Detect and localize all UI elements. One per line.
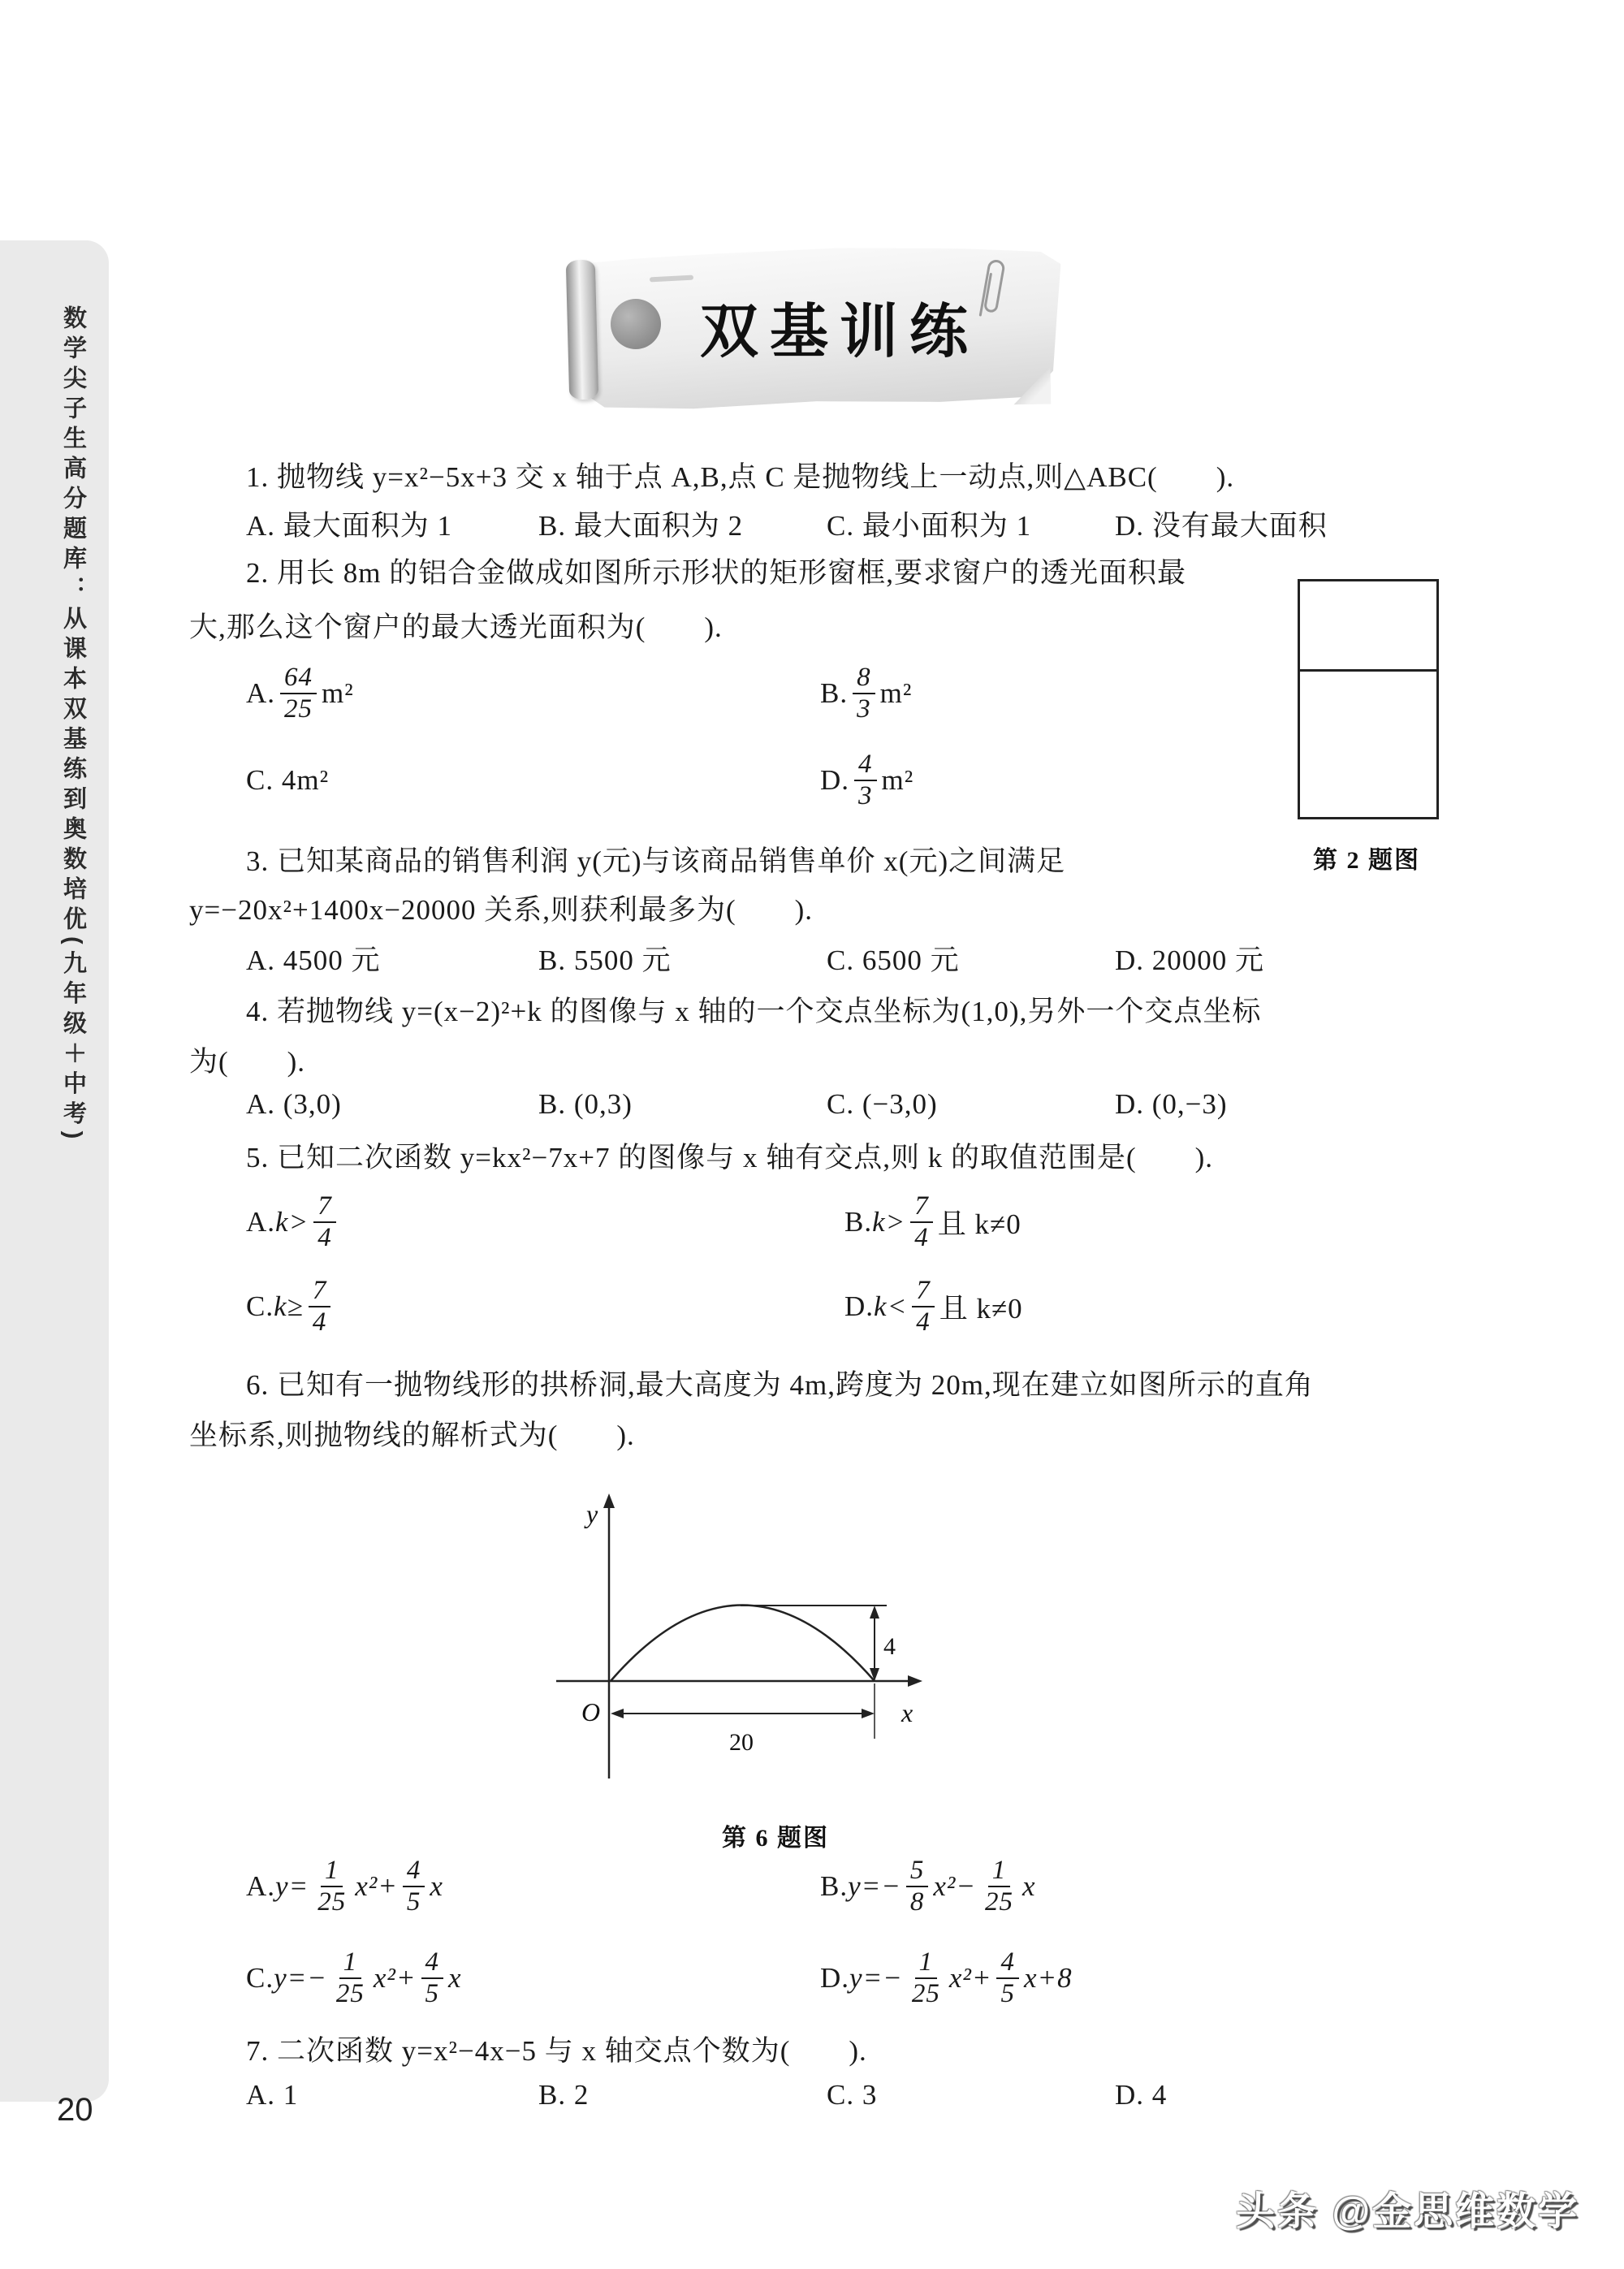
problem-5-options-row1 bbox=[0, 1184, 1624, 1260]
problem-4-option-b: B. (0,3) bbox=[538, 1088, 633, 1120]
problem-4-option-c: C. (−3,0) bbox=[827, 1088, 938, 1120]
fraction: $\frac{64}{25}$ bbox=[280, 663, 317, 724]
fraction: $\frac{7}{4}$ bbox=[309, 1276, 331, 1338]
problem-6-option-d: D. y=− $\frac{1}{25}$ x²+ $\frac{4}{5}$ x+8 bbox=[820, 1947, 1073, 2008]
problem-3-option-b: B. 5500 元 bbox=[538, 944, 672, 976]
problem-1-option-b: B. 最大面积为 2 bbox=[538, 510, 744, 542]
option-label: A. bbox=[246, 1206, 276, 1238]
fraction: $\frac{4}{5}$ bbox=[403, 1856, 425, 1917]
fraction: $\frac{7}{4}$ bbox=[313, 1191, 336, 1253]
height-value-label: 4 bbox=[883, 1633, 896, 1660]
problem-7-option-a: A. 1 bbox=[246, 2079, 299, 2111]
problem-5-option-b: B. k> $\frac{7}{4}$ 且 k≠0 bbox=[844, 1191, 1021, 1252]
span-value-label: 20 bbox=[729, 1729, 754, 1756]
problem-7-option-d: D. 4 bbox=[1115, 2079, 1168, 2111]
problem-5-option-c: C. k≥ $\frac{7}{4}$ bbox=[246, 1268, 335, 1345]
problem-6-option-b: B. y=− $\frac{5}{8}$ x²− $\frac{1}{25}$ x bbox=[820, 1856, 1036, 1917]
fraction: $\frac{1}{25}$ bbox=[335, 1947, 365, 2008]
problem-5-option-a: A. k> $\frac{7}{4}$ bbox=[246, 1184, 341, 1260]
problem-3-text-line1: 3. 已知某商品的销售利润 y(元)与该商品销售单价 x(元)之间满足 bbox=[246, 845, 1066, 877]
problem-2-text-line1: 2. 用长 8m 的铝合金做成如图所示形状的矩形窗框,要求窗户的透光面积最 bbox=[246, 557, 1186, 589]
y-axis-arrow bbox=[603, 1493, 615, 1508]
window-frame-figure bbox=[1298, 579, 1439, 819]
option-label: B. bbox=[820, 1870, 849, 1902]
watermark: 头条 @金思维数学 bbox=[1236, 2190, 1580, 2233]
problem-2-text-line2: 大,那么这个窗户的最大透光面积为( ). bbox=[189, 612, 723, 643]
span-arrow-right bbox=[862, 1709, 875, 1718]
option-label: D. bbox=[820, 764, 850, 796]
problem-2-option-b bbox=[820, 656, 912, 731]
problem-6-text-line2: 坐标系,则抛物线的解析式为( ). bbox=[189, 1420, 635, 1451]
problem-2-option-d bbox=[820, 743, 914, 818]
span-arrow-left bbox=[611, 1709, 624, 1718]
problem-1-text: 1. 抛物线 y=x²−5x+3 交 x 轴于点 A,B,点 C 是抛物线上一动点,则△ABC( ). bbox=[246, 461, 1235, 493]
problem-3-option-a: A. 4500 元 bbox=[246, 944, 381, 976]
problem-6-text-line1: 6. 已知有一抛物线形的拱桥洞,最大高度为 4m,跨度为 20m,现在建立如图所示的直角 bbox=[246, 1369, 1314, 1401]
problem-2-option-c: C. 4m² bbox=[246, 764, 330, 796]
origin-label: O bbox=[581, 1697, 601, 1727]
section-title: 双基训练 bbox=[700, 300, 980, 365]
fraction: $\frac{7}{4}$ bbox=[912, 1276, 935, 1338]
book-title-vertical: 数学尖子生高分题库：从课本双基练到奥数培优(九年级＋中考) bbox=[60, 305, 86, 1146]
option-unit: m² bbox=[322, 677, 354, 709]
y-axis-label: y bbox=[586, 1499, 598, 1528]
banner-scroll-roll bbox=[566, 260, 598, 400]
figure-6-caption: 第 6 题图 bbox=[722, 1825, 829, 1852]
fraction: $\frac{1}{25}$ bbox=[985, 1856, 1014, 1917]
height-arrow-up bbox=[870, 1606, 879, 1619]
problem-1-option-c: C. 最小面积为 1 bbox=[827, 510, 1032, 542]
x-axis-label: x bbox=[901, 1698, 914, 1727]
option-label: A. bbox=[246, 1870, 276, 1902]
option-unit: m² bbox=[879, 677, 913, 709]
problem-6-option-a: A. y= $\frac{1}{25}$ x²+ $\frac{4}{5}$ x bbox=[246, 1856, 443, 1917]
problem-5-option-d: D. k< $\frac{7}{4}$ 且 k≠0 bbox=[844, 1276, 1023, 1337]
problem-1-option-d: D. 没有最大面积 bbox=[1115, 510, 1328, 542]
problem-7-option-b: B. 2 bbox=[538, 2079, 590, 2111]
window-divider-bar bbox=[1300, 669, 1436, 672]
fraction: $\frac{4}{3}$ bbox=[854, 750, 877, 811]
parabola-curve bbox=[611, 1606, 875, 1682]
figure-2-caption: 第 2 题图 bbox=[1313, 847, 1420, 874]
sidebar-strip bbox=[0, 240, 109, 2102]
problem-4-text-line2: 为( ). bbox=[189, 1046, 306, 1078]
option-label: C. bbox=[246, 1962, 274, 1994]
figure-6-parabola-diagram bbox=[536, 1482, 942, 1787]
problem-3-text-line2: y=−20x²+1400x−20000 关系,则获利最多为( ). bbox=[189, 894, 814, 926]
problem-6-options-row2 bbox=[0, 1939, 1624, 2017]
option-label: B. bbox=[844, 1206, 873, 1238]
page-number: 20 bbox=[57, 2092, 93, 2128]
problem-4-text-line1: 4. 若抛物线 y=(x−2)²+k 的图像与 x 轴的一个交点坐标为(1,0),另外一个交点坐标 bbox=[246, 996, 1262, 1027]
fraction: $\frac{1}{25}$ bbox=[911, 1947, 940, 2008]
problem-1-option-a: A. 最大面积为 1 bbox=[246, 510, 453, 542]
banner-dot-icon bbox=[611, 299, 661, 349]
option-label: D. bbox=[844, 1290, 875, 1322]
fraction: $\frac{7}{4}$ bbox=[910, 1191, 933, 1253]
problem-6-options-row1 bbox=[0, 1848, 1624, 1925]
option-unit: m² bbox=[881, 764, 914, 796]
problem-4-option-d: D. (0,−3) bbox=[1115, 1088, 1228, 1120]
problem-5-options-row2 bbox=[0, 1268, 1624, 1345]
option-label: A. bbox=[246, 677, 276, 709]
problem-7-text: 7. 二次函数 y=x²−4x−5 与 x 轴交点个数为( ). bbox=[246, 2035, 867, 2067]
problem-7-option-c: C. 3 bbox=[827, 2079, 878, 2111]
x-axis-arrow bbox=[908, 1675, 922, 1687]
problem-2-option-a bbox=[246, 656, 354, 731]
problem-5-text: 5. 已知二次函数 y=kx²−7x+7 的图像与 x 轴有交点,则 k 的取值范围是( ). bbox=[246, 1142, 1214, 1173]
fraction: $\frac{4}{5}$ bbox=[421, 1947, 444, 2009]
option-label: D. bbox=[820, 1962, 850, 1994]
fraction: $\frac{8}{3}$ bbox=[853, 663, 875, 724]
fraction: $\frac{4}{5}$ bbox=[996, 1947, 1019, 2009]
fraction: $\frac{1}{25}$ bbox=[317, 1856, 347, 1917]
problem-4-option-a: A. (3,0) bbox=[246, 1088, 342, 1120]
fraction: $\frac{5}{8}$ bbox=[906, 1856, 929, 1917]
problem-6-option-c: C. y=− $\frac{1}{25}$ x²+ $\frac{4}{5}$ x bbox=[246, 1947, 462, 2008]
problem-3-option-d: D. 20000 元 bbox=[1115, 944, 1265, 976]
option-label: B. bbox=[820, 677, 849, 709]
height-arrow-down bbox=[870, 1668, 879, 1681]
problem-3-option-c: C. 6500 元 bbox=[827, 944, 960, 976]
option-label: C. bbox=[246, 1290, 274, 1322]
